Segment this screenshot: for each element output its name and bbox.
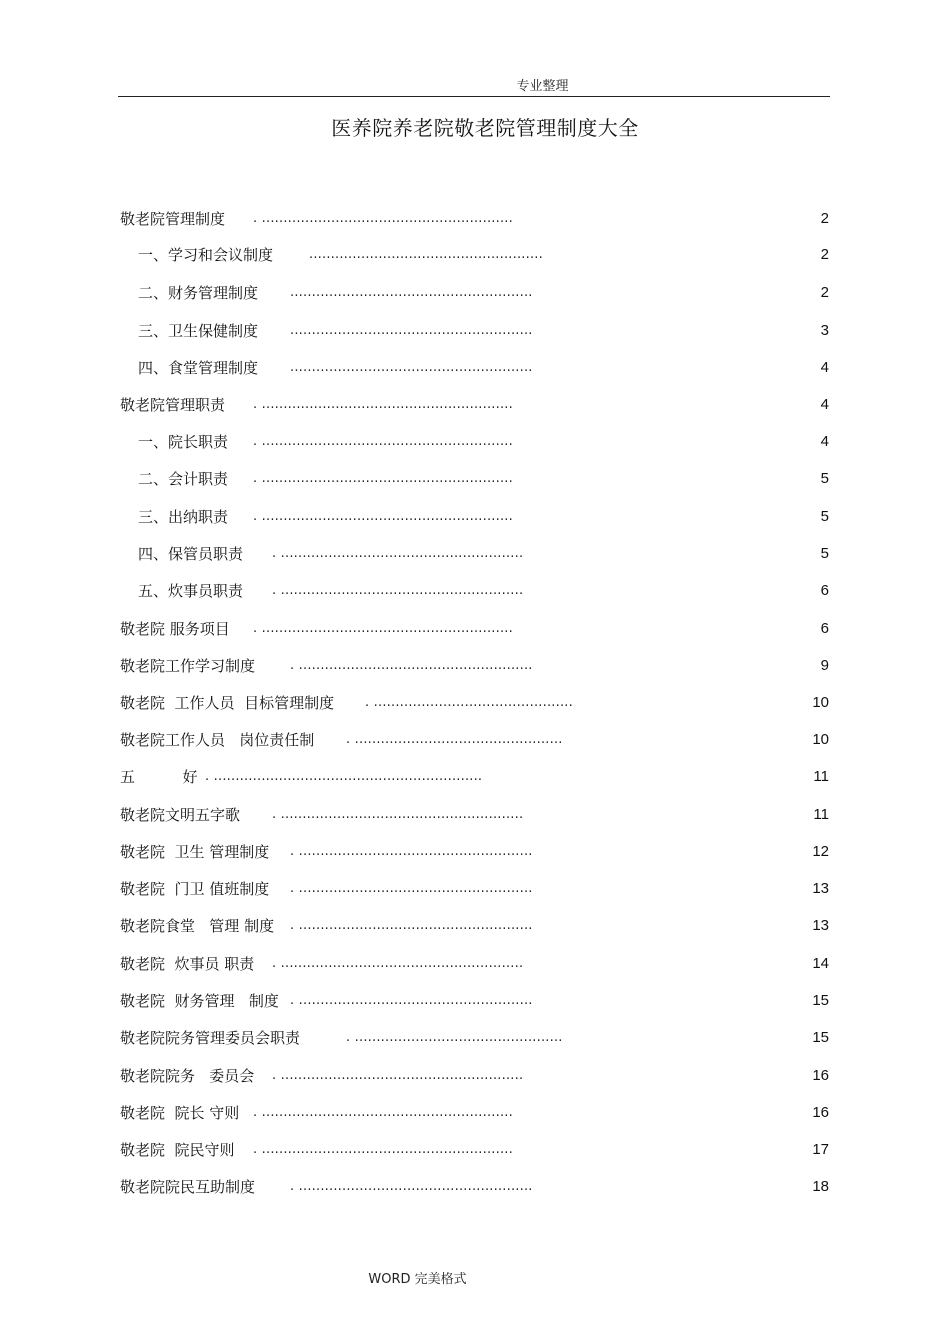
toc-entry-leader-dots: . ................................................ bbox=[346, 732, 563, 747]
toc-entry-page-number: 16 bbox=[812, 1104, 829, 1121]
toc-entry-page-number: 4 bbox=[820, 396, 829, 413]
toc-entry-leader-dots: . .......................................................... bbox=[253, 434, 513, 449]
toc-entry[interactable] bbox=[0, 1100, 950, 1126]
toc-entry-page-number: 17 bbox=[812, 1141, 829, 1158]
toc-entry-leader-dots: . ...................................................... bbox=[290, 881, 533, 896]
toc-entry-page-number: 5 bbox=[820, 545, 829, 562]
toc-entry-page-number: 11 bbox=[813, 806, 829, 823]
toc-entry-page-number: 13 bbox=[812, 917, 829, 934]
toc-entry-leader-dots: . ........................................................ bbox=[272, 807, 524, 822]
toc-entry[interactable] bbox=[0, 1063, 950, 1089]
toc-entry-page-number: 15 bbox=[812, 992, 829, 1009]
page-footer: WORD 完美格式 bbox=[368, 1272, 467, 1287]
toc-entry-label: 五、炊事员职责 bbox=[138, 582, 244, 600]
toc-entry[interactable] bbox=[0, 616, 950, 642]
toc-entry-label: 二、财务管理制度 bbox=[138, 284, 259, 302]
toc-entry[interactable] bbox=[0, 578, 950, 604]
toc-entry[interactable] bbox=[0, 541, 950, 567]
toc-entry-leader-dots: . .......................................................... bbox=[253, 397, 513, 412]
toc-entry-leader-dots: . .......................................................... bbox=[253, 211, 513, 226]
toc-entry[interactable] bbox=[0, 913, 950, 939]
toc-entry[interactable] bbox=[0, 653, 950, 679]
toc-entry[interactable] bbox=[0, 802, 950, 828]
toc-entry-label: 敬老院院务 委员会 bbox=[120, 1067, 255, 1085]
toc-entry-label: 四、食堂管理制度 bbox=[138, 359, 259, 377]
toc-entry-label: 敬老院 院长 守则 bbox=[120, 1104, 240, 1122]
toc-entry-label: 敬老院 财务管理 制度 bbox=[120, 992, 279, 1010]
toc-entry-leader-dots: . .......................................................... bbox=[253, 621, 513, 636]
toc-entry-label: 一、学习和会议制度 bbox=[138, 246, 274, 264]
toc-entry-leader-dots: . .......................................................... bbox=[253, 509, 513, 524]
toc-entry-label: 敬老院 炊事员 职责 bbox=[120, 955, 255, 973]
toc-entry[interactable] bbox=[0, 280, 950, 306]
toc-entry-leader-dots: ........................................................ bbox=[290, 323, 533, 338]
toc-entry-page-number: 9 bbox=[820, 657, 829, 674]
toc-entry-label: 敬老院 院民守则 bbox=[120, 1141, 235, 1159]
toc-entry-label: 五 好 bbox=[120, 768, 198, 786]
document-title: 医养院养老院敬老院管理制度大全 bbox=[331, 116, 639, 140]
toc-entry-page-number: 5 bbox=[820, 508, 829, 525]
toc-entry-label: 四、保管员职责 bbox=[138, 545, 244, 563]
toc-entry-leader-dots: . ...................................................... bbox=[290, 918, 533, 933]
toc-entry[interactable] bbox=[0, 690, 950, 716]
toc-entry-leader-dots: . .......................................................... bbox=[253, 1142, 513, 1157]
toc-entry-label: 敬老院 卫生 管理制度 bbox=[120, 843, 270, 861]
toc-entry-label: 敬老院工作人员 岗位责任制 bbox=[120, 731, 315, 749]
toc-entry-page-number: 6 bbox=[820, 620, 829, 637]
toc-entry-page-number: 10 bbox=[812, 694, 829, 711]
toc-entry[interactable] bbox=[0, 466, 950, 492]
toc-entry-leader-dots: ...................................................... bbox=[309, 247, 543, 262]
toc-entry-leader-dots: . ........................................................ bbox=[272, 1068, 524, 1083]
toc-entry[interactable] bbox=[0, 988, 950, 1014]
toc-entry[interactable] bbox=[0, 242, 950, 268]
toc-entry-leader-dots: ........................................................ bbox=[290, 285, 533, 300]
toc-entry-leader-dots: . .............................................. bbox=[365, 695, 573, 710]
toc-entry-page-number: 2 bbox=[820, 210, 829, 227]
toc-entry-page-number: 6 bbox=[820, 582, 829, 599]
toc-entry-label: 敬老院院务管理委员会职责 bbox=[120, 1029, 301, 1047]
toc-entry-label: 敬老院 工作人员 目标管理制度 bbox=[120, 694, 335, 712]
toc-entry-label: 敬老院文明五字歌 bbox=[120, 806, 241, 824]
toc-entry-page-number: 15 bbox=[812, 1029, 829, 1046]
toc-entry-page-number: 4 bbox=[820, 433, 829, 450]
toc-entry[interactable] bbox=[0, 764, 950, 790]
toc-entry[interactable] bbox=[0, 951, 950, 977]
toc-entry-label: 三、出纳职责 bbox=[138, 508, 229, 526]
toc-entry-leader-dots: . .......................................................... bbox=[253, 1105, 513, 1120]
toc-entry-label: 敬老院管理制度 bbox=[120, 210, 226, 228]
toc-entry[interactable] bbox=[0, 727, 950, 753]
toc-entry-leader-dots: ........................................................ bbox=[290, 360, 533, 375]
toc-entry-label: 敬老院院民互助制度 bbox=[120, 1178, 256, 1196]
toc-entry-label: 敬老院管理职责 bbox=[120, 396, 226, 414]
toc-entry-page-number: 4 bbox=[820, 359, 829, 376]
toc-entry-leader-dots: . ...................................................... bbox=[290, 993, 533, 1008]
toc-entry-page-number: 16 bbox=[812, 1067, 829, 1084]
toc-entry[interactable] bbox=[0, 504, 950, 530]
toc-entry[interactable] bbox=[0, 1025, 950, 1051]
toc-entry[interactable] bbox=[0, 1174, 950, 1200]
toc-entry[interactable] bbox=[0, 876, 950, 902]
toc-entry-page-number: 14 bbox=[812, 955, 829, 972]
toc-entry-page-number: 12 bbox=[812, 843, 829, 860]
toc-entry-label: 敬老院工作学习制度 bbox=[120, 657, 256, 675]
toc-entry-label: 敬老院 门卫 值班制度 bbox=[120, 880, 270, 898]
toc-entry-label: 三、卫生保健制度 bbox=[138, 322, 259, 340]
toc-entry[interactable] bbox=[0, 392, 950, 418]
toc-entry-page-number: 2 bbox=[820, 284, 829, 301]
header-divider bbox=[118, 96, 830, 97]
toc-entry[interactable] bbox=[0, 318, 950, 344]
toc-entry-leader-dots: . ................................................ bbox=[346, 1030, 563, 1045]
toc-entry-leader-dots: . ...................................................... bbox=[290, 1179, 533, 1194]
toc-entry-page-number: 10 bbox=[812, 731, 829, 748]
toc-entry-leader-dots: . .......................................................... bbox=[253, 471, 513, 486]
toc-entry-page-number: 18 bbox=[812, 1178, 829, 1195]
toc-entry-page-number: 11 bbox=[813, 768, 829, 785]
toc-entry-leader-dots: . ........................................................ bbox=[272, 583, 524, 598]
toc-entry-leader-dots: . ........................................................ bbox=[272, 546, 524, 561]
toc-entry-page-number: 2 bbox=[820, 246, 829, 263]
toc-entry[interactable] bbox=[0, 429, 950, 455]
toc-entry[interactable] bbox=[0, 1137, 950, 1163]
toc-entry-page-number: 13 bbox=[812, 880, 829, 897]
toc-entry-leader-dots: . ...................................................... bbox=[290, 658, 533, 673]
toc-entry-label: 敬老院食堂 管理 制度 bbox=[120, 917, 275, 935]
toc-entry-page-number: 3 bbox=[820, 322, 829, 339]
toc-entry-leader-dots: . .............................................................. bbox=[205, 769, 483, 784]
toc-entry-label: 二、会计职责 bbox=[138, 470, 229, 488]
toc-entry-label: 敬老院 服务项目 bbox=[120, 620, 230, 638]
toc-entry[interactable] bbox=[0, 206, 950, 232]
toc-entry-leader-dots: . ...................................................... bbox=[290, 844, 533, 859]
toc-entry-label: 一、院长职责 bbox=[138, 433, 229, 451]
page-header: 专业整理 bbox=[516, 79, 569, 94]
toc-entry-page-number: 5 bbox=[820, 470, 829, 487]
toc-entry[interactable] bbox=[0, 839, 950, 865]
toc-entry-leader-dots: . ........................................................ bbox=[272, 956, 524, 971]
toc-entry[interactable] bbox=[0, 355, 950, 381]
